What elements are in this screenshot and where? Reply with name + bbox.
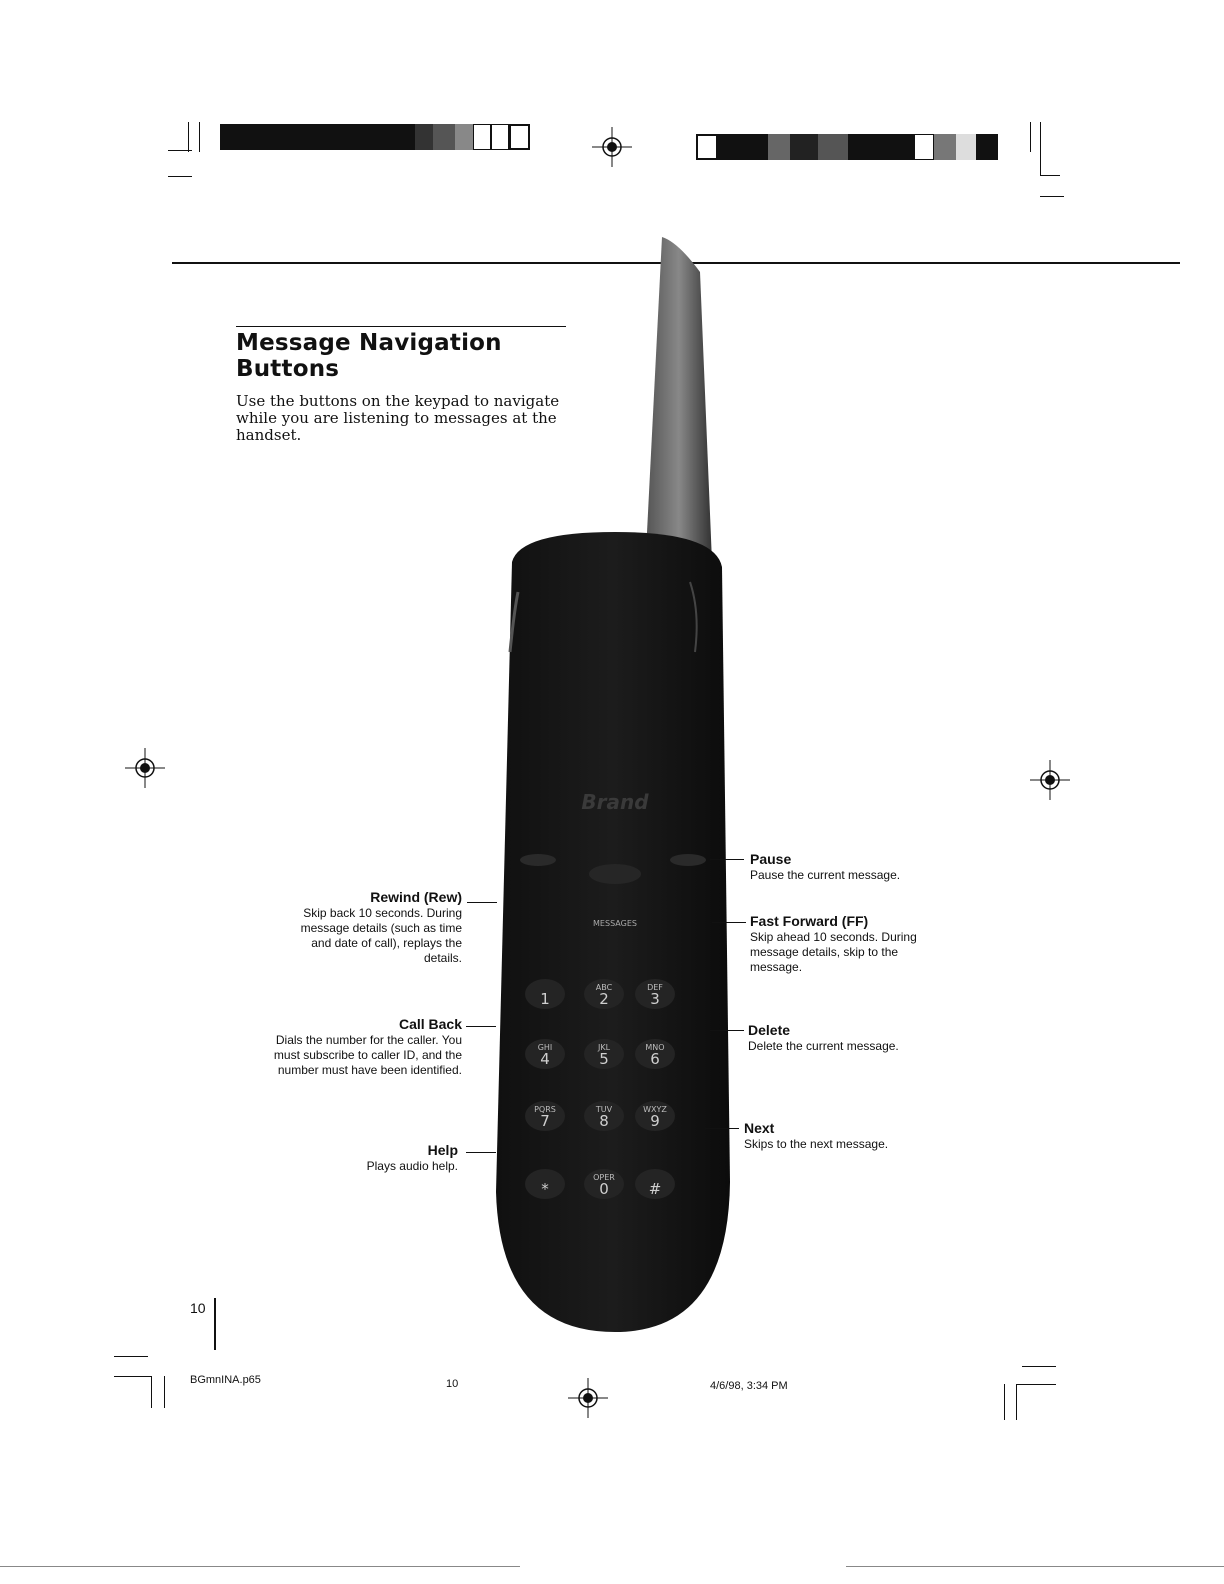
callout-title: Fast Forward (FF) [750, 913, 869, 929]
color-bar-right [696, 134, 998, 160]
key-digit: 5 [599, 1050, 609, 1068]
key-letters: PQRS [534, 1105, 556, 1114]
callout-desc: Delete the current message. [748, 1039, 899, 1053]
callout-desc: Skips to the next message. [744, 1137, 889, 1151]
callout-desc: Skip back 10 seconds. During message details (such as time and date of call), replays the details. [300, 906, 462, 965]
key-letters: WXYZ [643, 1105, 667, 1114]
key-letters: DEF [647, 983, 663, 992]
callout-fast-forward [750, 913, 950, 975]
leader-line [467, 902, 497, 903]
leader-line [710, 1030, 744, 1031]
callout-title: Call Back [398, 1016, 462, 1032]
intro-paragraph: Use the buttons on the keypad to navigate while you are listening to messages at the handset. [236, 392, 560, 444]
key-digit: 1 [540, 990, 550, 1008]
key-digit: * [541, 1180, 549, 1198]
page-number: 10 [190, 1300, 206, 1316]
callout-desc: Dials the number for the caller. You must subscribe to caller ID, and the number must have been identified. [273, 1033, 462, 1077]
crop-mark [164, 1376, 165, 1408]
registration-mark-icon [1030, 760, 1070, 800]
callout-next [744, 1120, 964, 1152]
callout-pause [750, 851, 970, 883]
callout-help [300, 1142, 458, 1174]
key-letters: GHI [537, 1043, 553, 1052]
callout-desc: Plays audio help. [366, 1159, 458, 1173]
callout-delete [748, 1022, 968, 1054]
key-digit: 7 [540, 1112, 550, 1130]
registration-mark-icon [592, 127, 632, 167]
key-letters: MNO [645, 1043, 665, 1052]
callout-title: Next [744, 1120, 775, 1136]
callout-rewind [280, 889, 462, 966]
callout-title: Help [427, 1142, 458, 1158]
key-digit: 9 [650, 1112, 660, 1130]
scan-edge [846, 1566, 1224, 1567]
callout-callback [262, 1016, 462, 1078]
key-digit: 8 [599, 1112, 609, 1130]
color-bar-left [220, 124, 530, 150]
crop-mark [1040, 122, 1041, 176]
key-digit: 2 [599, 990, 609, 1008]
crop-mark [1016, 1384, 1017, 1420]
key-digit: 4 [540, 1050, 550, 1068]
footer-page: 10 [446, 1378, 459, 1390]
key-letters: TUV [595, 1105, 613, 1114]
crop-mark [188, 122, 189, 152]
section-heading: Message Navigation Buttons [236, 330, 502, 382]
crop-mark [1030, 122, 1031, 152]
key-digit: 3 [650, 990, 660, 1008]
crop-mark [1016, 1384, 1056, 1385]
crop-mark [151, 1376, 152, 1408]
crop-mark [1040, 175, 1060, 176]
leader-line [466, 1152, 496, 1153]
key-digit: 0 [599, 1180, 609, 1198]
crop-mark [1040, 196, 1064, 197]
registration-mark-icon [568, 1378, 608, 1418]
svg-text:MESSAGES: MESSAGES [593, 919, 637, 928]
crop-mark [199, 122, 200, 152]
key-letters: OPER [593, 1173, 615, 1182]
handset-illustration [490, 232, 740, 1332]
leader-line [712, 922, 746, 923]
key-letters: JKL [597, 1043, 611, 1052]
footer-filename: BGmnINA.p65 [190, 1374, 261, 1386]
footer-date: 4/6/98, 3:34 PM [710, 1380, 788, 1392]
crop-mark [168, 176, 192, 177]
leader-line [705, 1128, 739, 1129]
scan-edge [0, 1566, 520, 1567]
crop-mark [114, 1376, 152, 1377]
key-digit: # [648, 1180, 662, 1198]
key-letters: ABC [595, 983, 613, 992]
leader-line [466, 1026, 496, 1027]
callout-desc: Pause the current message. [750, 868, 901, 882]
crop-mark [114, 1356, 148, 1357]
crop-mark [1022, 1366, 1056, 1367]
key-digit: 6 [650, 1050, 660, 1068]
callout-title: Delete [748, 1022, 791, 1038]
page-number-rule [214, 1298, 216, 1350]
callout-desc: Skip ahead 10 seconds. During message details, skip to the message. [750, 930, 917, 974]
svg-text:Brand: Brand [581, 790, 649, 814]
leader-line [710, 859, 744, 860]
callout-title: Rewind (Rew) [370, 889, 462, 905]
crop-mark [1004, 1384, 1005, 1420]
registration-mark-icon [125, 748, 165, 788]
callout-title: Pause [750, 851, 792, 867]
